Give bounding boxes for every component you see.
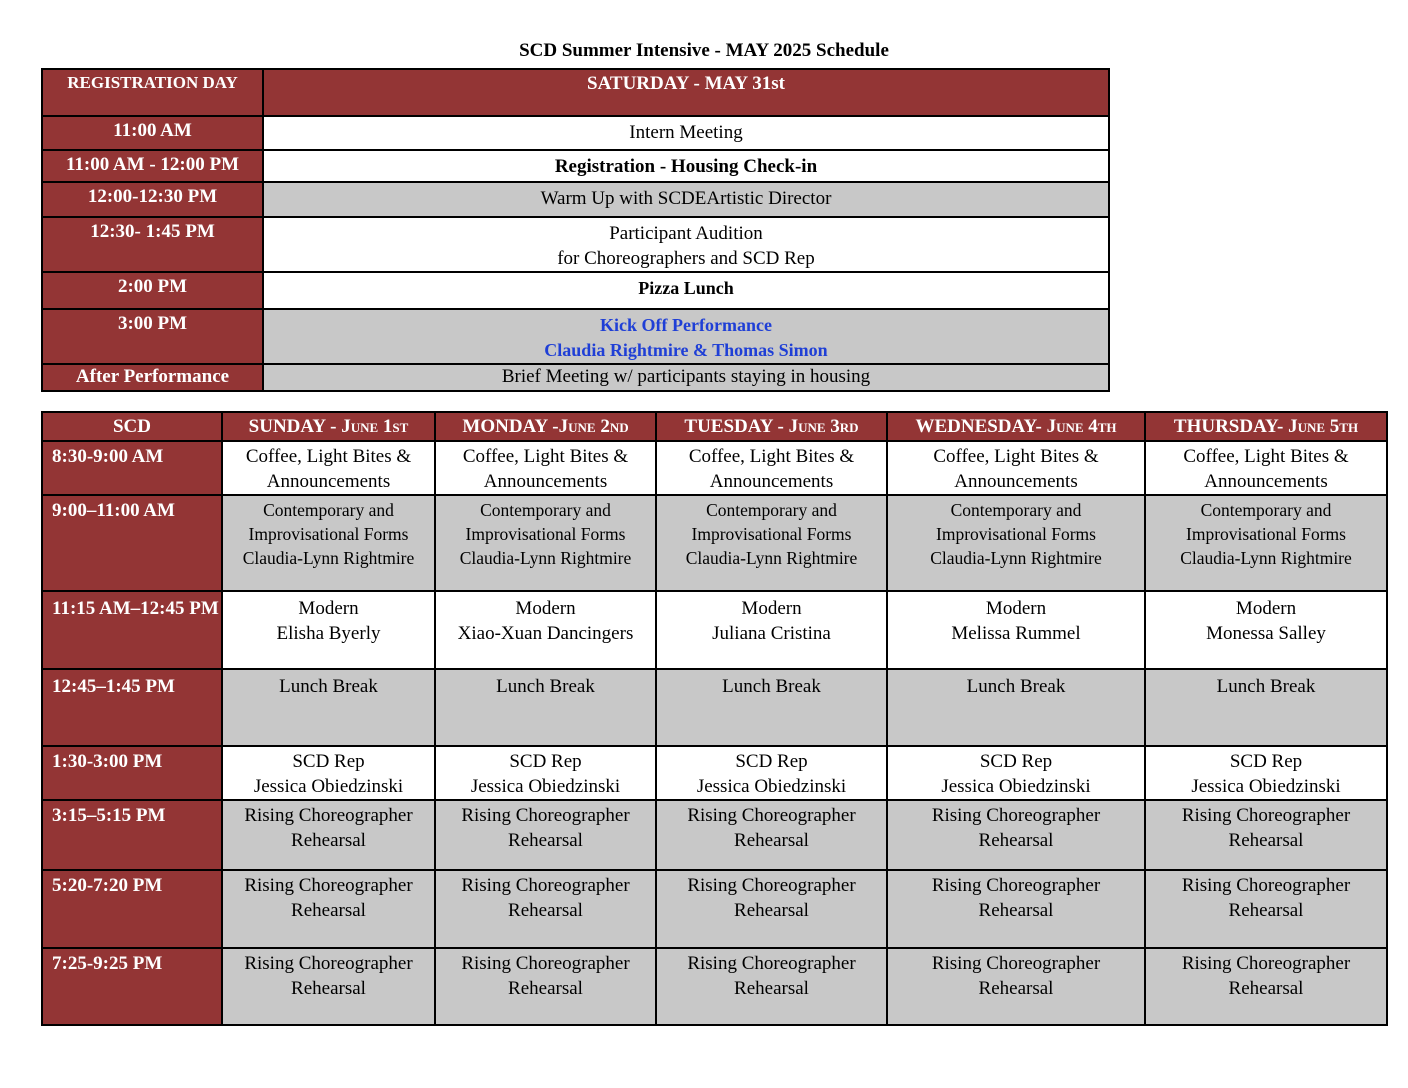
rehearsal-cell: Rising Choreographer Rehearsal [222, 870, 435, 948]
table-row [42, 746, 1387, 800]
table-row [42, 669, 1387, 746]
table-row [42, 800, 1387, 870]
rep-cell: SCD Rep Jessica Obiedzinski [1145, 746, 1387, 800]
contemporary-cell: Contemporary and Improvisational Forms Claudia-Lynn Rightmire [222, 495, 435, 591]
table-row [42, 870, 1387, 948]
activity-cell: Intern Meeting [263, 116, 1109, 150]
rehearsal-cell: Rising Choreographer Rehearsal [222, 948, 435, 1025]
saturday-header: SATURDAY - MAY 31st [263, 69, 1109, 116]
time-cell: 12:00-12:30 PM [42, 182, 263, 217]
day-header-tuesday: TUESDAY - June 3rd [656, 412, 887, 441]
modern-cell: Modern Monessa Salley [1145, 591, 1387, 669]
modern-cell: Modern Melissa Rummel [887, 591, 1145, 669]
activity-cell: Pizza Lunch [263, 272, 1109, 309]
time-cell: 8:30-9:00 AM [42, 441, 222, 495]
activity-cell: Warm Up with SCDEArtistic Director [263, 182, 1109, 217]
rep-cell: SCD Rep Jessica Obiedzinski [435, 746, 656, 800]
time-cell: 2:00 PM [42, 272, 263, 309]
weekly-schedule-table [41, 411, 1388, 1026]
corner-header: SCD [42, 412, 222, 441]
time-cell: 7:25-9:25 PM [42, 948, 222, 1025]
rep-cell: SCD Rep Jessica Obiedzinski [656, 746, 887, 800]
coffee-cell: Coffee, Light Bites & Announcements [656, 441, 887, 495]
lunch-cell: Lunch Break [887, 669, 1145, 746]
time-cell: 12:30- 1:45 PM [42, 217, 263, 272]
day-header-sunday: SUNDAY - June 1st [222, 412, 435, 441]
rehearsal-cell: Rising Choreographer Rehearsal [1145, 948, 1387, 1025]
rehearsal-cell: Rising Choreographer Rehearsal [887, 948, 1145, 1025]
day-header-wednesday: WEDNESDAY- June 4th [887, 412, 1145, 441]
activity-cell: Brief Meeting w/ participants staying in housing [263, 364, 1109, 391]
time-cell: 11:00 AM - 12:00 PM [42, 150, 263, 182]
rehearsal-cell: Rising Choreographer Rehearsal [435, 800, 656, 870]
rehearsal-cell: Rising Choreographer Rehearsal [887, 800, 1145, 870]
contemporary-cell: Contemporary and Improvisational Forms Claudia-Lynn Rightmire [1145, 495, 1387, 591]
activity-cell: Kick Off Performance Claudia Rightmire & Thomas Simon [263, 309, 1109, 364]
rehearsal-cell: Rising Choreographer Rehearsal [1145, 800, 1387, 870]
time-cell: After Performance [42, 364, 263, 391]
table-row [42, 495, 1387, 591]
day-header-monday: MONDAY -June 2nd [435, 412, 656, 441]
contemporary-cell: Contemporary and Improvisational Forms Claudia-Lynn Rightmire [887, 495, 1145, 591]
registration-table [41, 68, 1110, 392]
modern-cell: Modern Xiao-Xuan Dancingers [435, 591, 656, 669]
rehearsal-cell: Rising Choreographer Rehearsal [435, 870, 656, 948]
activity-cell: Participant Audition for Choreographers and SCD Rep [263, 217, 1109, 272]
rep-cell: SCD Rep Jessica Obiedzinski [222, 746, 435, 800]
coffee-cell: Coffee, Light Bites & Announcements [1145, 441, 1387, 495]
time-cell: 11:00 AM [42, 116, 263, 150]
coffee-cell: Coffee, Light Bites & Announcements [887, 441, 1145, 495]
time-cell: 1:30-3:00 PM [42, 746, 222, 800]
time-cell: 5:20-7:20 PM [42, 870, 222, 948]
day-header-thursday: THURSDAY- June 5th [1145, 412, 1387, 441]
modern-cell: Modern Elisha Byerly [222, 591, 435, 669]
modern-cell: Modern Juliana Cristina [656, 591, 887, 669]
page-title: SCD Summer Intensive - MAY 2025 Schedule [519, 40, 889, 61]
table-row [42, 591, 1387, 669]
rep-cell: SCD Rep Jessica Obiedzinski [887, 746, 1145, 800]
time-cell: 3:00 PM [42, 309, 263, 364]
activity-cell: Registration - Housing Check-in [263, 150, 1109, 182]
coffee-cell: Coffee, Light Bites & Announcements [222, 441, 435, 495]
rehearsal-cell: Rising Choreographer Rehearsal [656, 948, 887, 1025]
rehearsal-cell: Rising Choreographer Rehearsal [656, 800, 887, 870]
table-row [42, 441, 1387, 495]
lunch-cell: Lunch Break [222, 669, 435, 746]
lunch-cell: Lunch Break [656, 669, 887, 746]
coffee-cell: Coffee, Light Bites & Announcements [435, 441, 656, 495]
lunch-cell: Lunch Break [1145, 669, 1387, 746]
time-cell: 11:15 AM–12:45 PM [42, 591, 222, 669]
rehearsal-cell: Rising Choreographer Rehearsal [1145, 870, 1387, 948]
time-cell: 12:45–1:45 PM [42, 669, 222, 746]
lunch-cell: Lunch Break [435, 669, 656, 746]
time-cell: 9:00–11:00 AM [42, 495, 222, 591]
rehearsal-cell: Rising Choreographer Rehearsal [656, 870, 887, 948]
contemporary-cell: Contemporary and Improvisational Forms Claudia-Lynn Rightmire [435, 495, 656, 591]
time-cell: 3:15–5:15 PM [42, 800, 222, 870]
rehearsal-cell: Rising Choreographer Rehearsal [887, 870, 1145, 948]
contemporary-cell: Contemporary and Improvisational Forms Claudia-Lynn Rightmire [656, 495, 887, 591]
registration-day-header: REGISTRATION DAY [42, 69, 263, 116]
rehearsal-cell: Rising Choreographer Rehearsal [435, 948, 656, 1025]
rehearsal-cell: Rising Choreographer Rehearsal [222, 800, 435, 870]
table-row [42, 948, 1387, 1025]
